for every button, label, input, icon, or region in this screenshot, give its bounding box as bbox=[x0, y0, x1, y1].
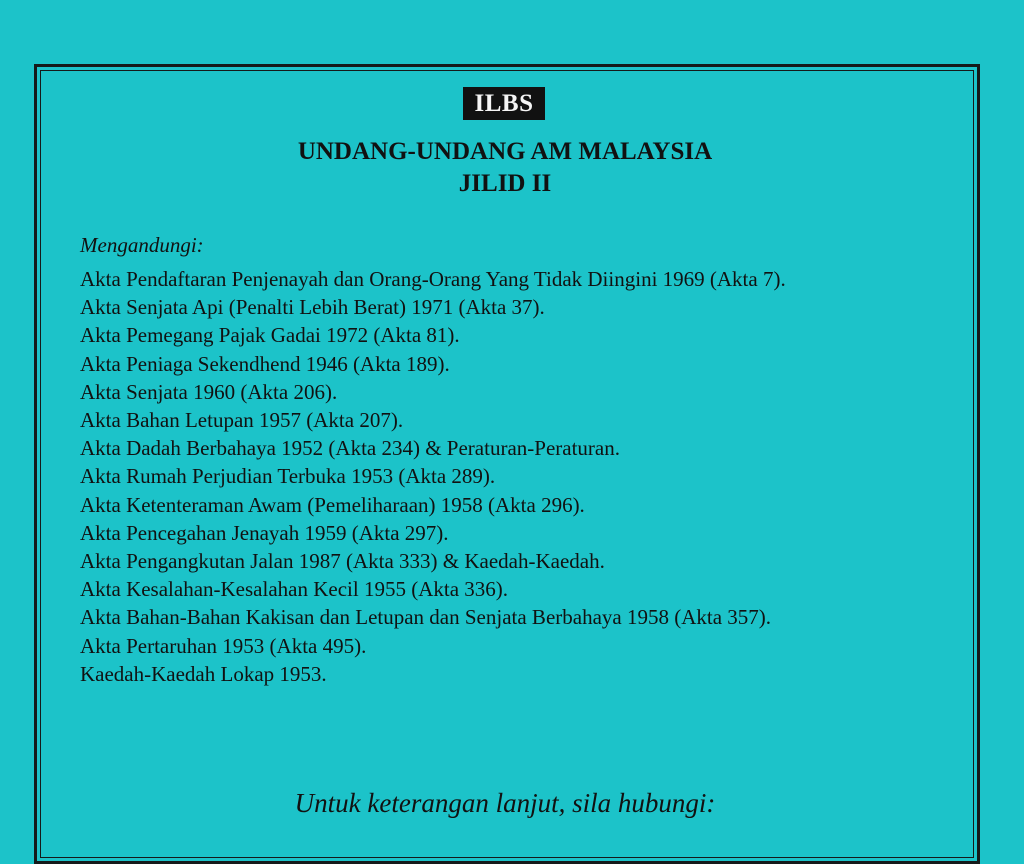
list-item: Akta Senjata Api (Penalti Lebih Berat) 1971 (Akta 37). bbox=[80, 295, 545, 320]
list-item: Akta Pengangkutan Jalan 1987 (Akta 333) & Kaedah-Kaedah. bbox=[80, 549, 605, 574]
list-item: Akta Kesalahan-Kesalahan Kecil 1955 (Akta 336). bbox=[80, 577, 509, 602]
list-item: Akta Ketenteraman Awam (Pemeliharaan) 1958 (Akta 296). bbox=[80, 492, 585, 517]
list-item: Akta Dadah Berbahaya 1952 (Akta 234) & Peraturan-Peraturan. bbox=[80, 436, 620, 461]
list-item: Kaedah-Kaedah Lokap 1953. bbox=[80, 661, 327, 686]
list-item: Akta Pertaruhan 1953 (Akta 495). bbox=[80, 633, 367, 658]
list-item: Akta Pemegang Pajak Gadai 1972 (Akta 81). bbox=[80, 323, 460, 348]
list-item: Akta Bahan-Bahan Kakisan dan Letupan dan Senjata Berbahaya 1958 (Akta 357). bbox=[80, 605, 772, 630]
contents-heading: Mengandungi: bbox=[80, 233, 204, 257]
list-item: Akta Peniaga Sekendhend 1946 (Akta 189). bbox=[80, 351, 450, 376]
act-list bbox=[80, 265, 786, 688]
list-item: Akta Rumah Perjudian Terbuka 1953 (Akta 289). bbox=[80, 464, 496, 489]
document-subtitle: JILID II bbox=[458, 170, 552, 197]
contact-line: Untuk keterangan lanjut, sila hubungi: bbox=[294, 788, 716, 818]
list-item: Akta Senjata 1960 (Akta 206). bbox=[80, 379, 338, 404]
list-item: Akta Pendaftaran Penjenayah dan Orang-Orang Yang Tidak Diingini 1969 (Akta 7). bbox=[80, 267, 786, 291]
document-title: UNDANG-UNDANG AM MALAYSIA bbox=[297, 138, 713, 165]
list-item: Akta Pencegahan Jenayah 1959 (Akta 297). bbox=[80, 520, 449, 545]
ilbs-logo: ILBS bbox=[463, 87, 545, 120]
list-item: Akta Bahan Letupan 1957 (Akta 207). bbox=[80, 408, 404, 433]
